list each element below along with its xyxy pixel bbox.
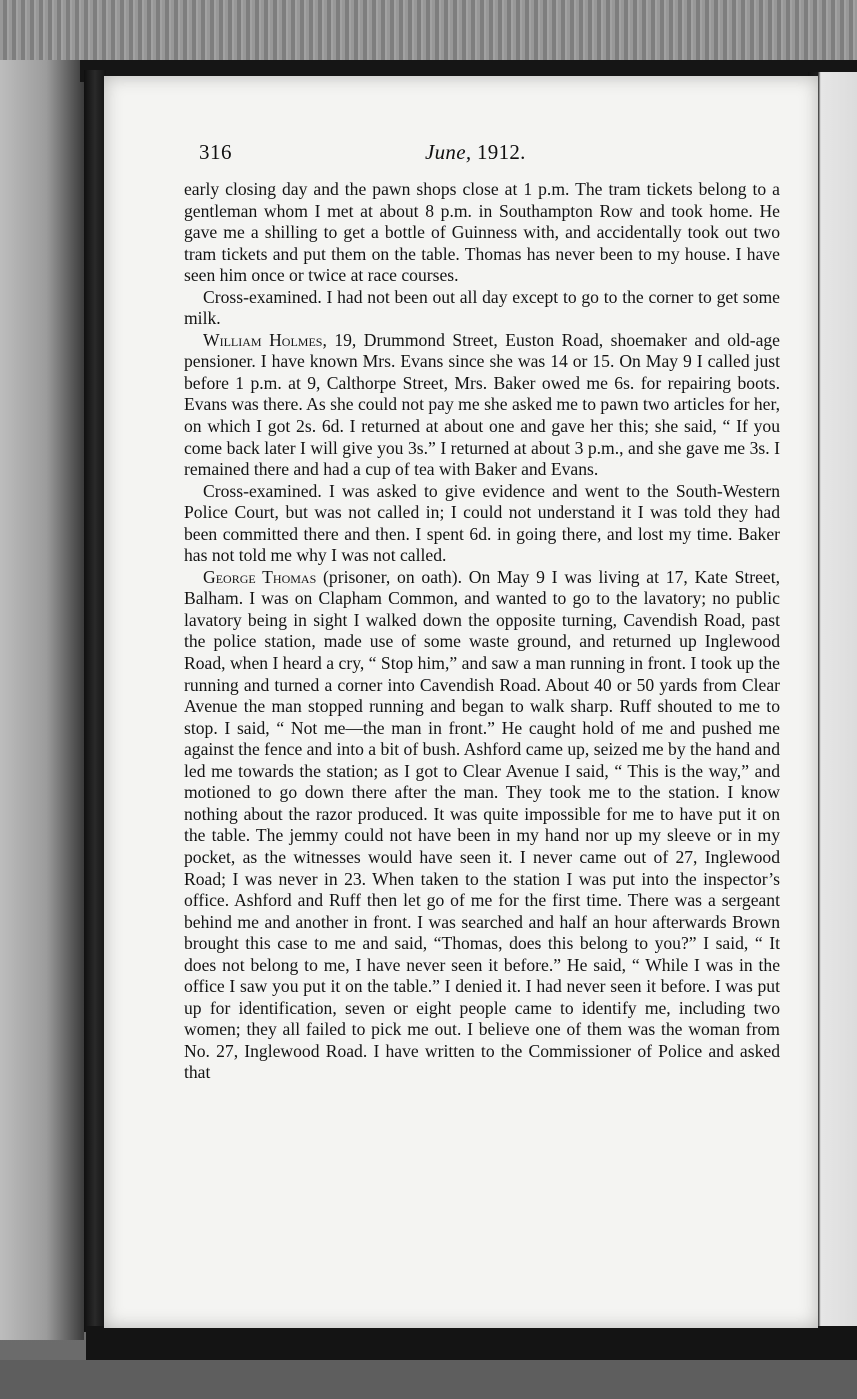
witness-testimony: , 19, Drummond Street, Euston Road, shoemaker and old-age pensioner. I have known Mrs. Evans since she was 14 or 15. On May 9 I called just before 1 p.m. at 9, Calthorpe Street, Mrs. Baker owed me 6s. for repairing boots. Evans was there. As she could not pay me she asked me to pawn two articles for her, on which I got 2s. 6d. I returned at about one and gave her this; she said, “ If you come back later I will give you 3s.” I returned at about 3 p.m., and she gave me 3s. I remained there and had a cup of tea with Baker and Evans. <box>184 329 780 480</box>
paragraph-witness-holmes <box>184 330 780 481</box>
scanner-bottom-edge <box>0 1360 857 1399</box>
running-head-year: 1912. <box>476 140 526 164</box>
book-binding-shadow <box>84 70 106 1332</box>
body-text <box>184 179 780 1084</box>
book-page <box>104 76 818 1328</box>
paragraph-prisoner-thomas <box>184 567 780 1084</box>
prisoner-name: George Thomas <box>203 566 317 587</box>
paragraph-cross-examination-2: Cross-examined. I was asked to give evidence and went to the South-Western Police Court, but was not called in; I could not understand it I was told they had been committed there and then. I spent 6d. in going there, and lost my time. Baker has not told me why I was not called. <box>184 480 780 566</box>
paragraph-cross-examination-1: Cross-examined. I had not been out all day except to go to the corner to get some milk. <box>184 286 780 329</box>
page-header <box>199 140 739 170</box>
bottom-shadow-band <box>86 1326 857 1364</box>
paragraph-continuation: early closing day and the pawn shops close at 1 p.m. The tram tickets belong to a gentleman whom I met at about 8 p.m. in Southampton Row and took home. He gave me a shilling to get a bottle of Guinness with, and accidentally took out two tram tickets and put them on the table. Thomas has never been to my house. I have seen him once or twice at race courses. <box>184 179 780 286</box>
witness-name: William Holmes <box>203 329 323 350</box>
scanner-top-edge <box>0 0 857 62</box>
prisoner-testimony: (prisoner, on oath). On May 9 I was living at 17, Kate Street, Balham. I was on Clapham Common, and wanted to go to the lavatory; no public lavatory being in sight I walked down the opposite turning, Cavendish Road, past the police station, made use of some waste ground, and returned up Inglewood Road, when I heard a cry, “ Stop him,” and saw a man running in front. I took up the running and turned a corner into Cavendish Road. About 40 or 50 yards from Clear Avenue the man stopped running and began to walk sharp. Ruff shouted to me to stop. I said, “ Not me—the man in front.” He caught hold of me and pushed me against the fence and into a bit of bush. Ashford came up, seized me by the hand and led me towards the station; as I got to Clear Avenue I said, “ This is the way,” and motioned to go down there after the man. They took me to the station. I know nothing about the razor produced. It was quite impossible for me to have put it on the table. The jemmy could not have been in my hand nor up my sleeve or in my pocket, as the witnesses would have seen it. I never came out of 27, Inglewood Road; I was never in 23. When taken to the station I was put into the inspector’s office. Ashford and Ruff then let go of me for the first time. There was a sergeant behind me and another in front. I was searched and half an hour afterwards Brown brought this case to me and said, “Thomas, does this belong to you?” I said, “ It does not belong to me, I have never seen it before.” He said, “ While I was in the office I saw you put it on the table.” I denied it. I had never seen it before. I was put up for identification, seven or eight people came to identify me, including two women; they all failed to pick me out. I believe one of them was the woman from No. 27, Inglewood Road. I have written to the Commissioner of Police and asked that <box>184 566 781 1083</box>
left-scan-margin <box>0 60 84 1340</box>
running-head-month: June, <box>425 140 472 164</box>
page-number: 316 <box>199 140 232 164</box>
running-head <box>425 140 526 165</box>
